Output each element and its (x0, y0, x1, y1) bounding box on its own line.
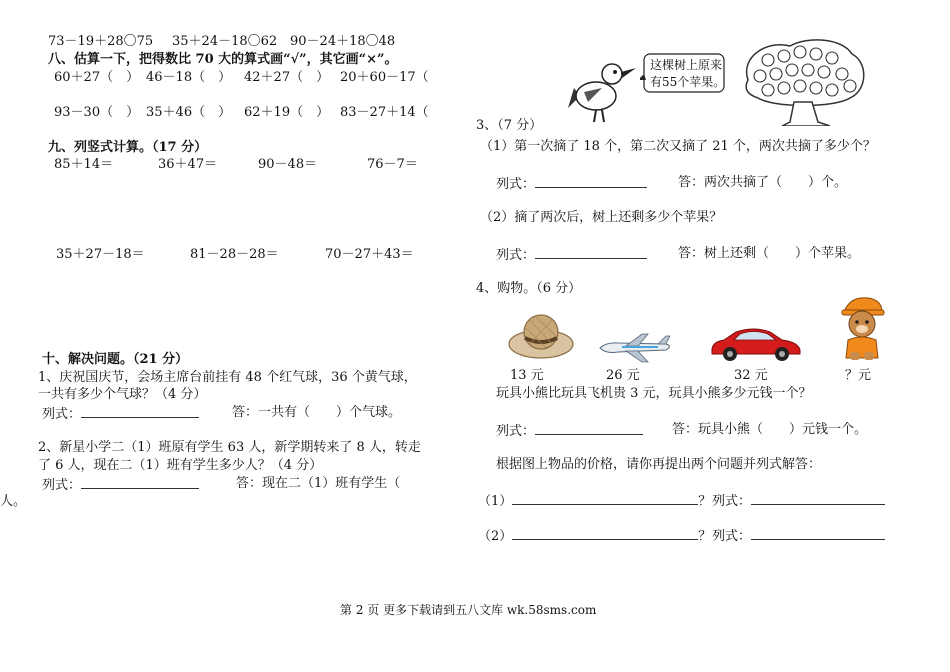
q4-question: 玩具小熊比玩具飞机贵 3 元，玩具小熊多少元钱一个？ (496, 386, 812, 401)
extra-question-2: （2） ？ (478, 529, 712, 544)
speech-line1: 这棵树上原来 (650, 58, 723, 72)
sec9-row2-item: 70－27＋43＝ (325, 247, 414, 262)
q2-formula-blank[interactable] (81, 476, 199, 489)
red-car-icon (708, 324, 804, 364)
section-9-title: 九、列竖式计算。（17 分） (48, 140, 208, 155)
q3-part1-text: （1）第一次摘了 18 个，第二次又摘了 21 个，两次共摘了多少个？ (480, 139, 876, 154)
price-car: 32 元 (734, 368, 768, 383)
apple-tree-illustration (738, 36, 870, 126)
sec9-row1-item: 90－48＝ (258, 157, 318, 172)
sec8-row2-item: 35＋46（ ） (146, 105, 232, 120)
q3-part2-formula: 列式： (496, 246, 647, 264)
price-hat: 13 元 (510, 368, 544, 383)
teddy-bear-icon (838, 296, 886, 362)
q1-text-line1: 1、庆祝国庆节，会场主席台前挂有 48 个红气球，36 个黄气球， (38, 370, 417, 385)
extra-question-2-formula: 列式： (712, 527, 885, 545)
sec9-row1-item: 36＋47＝ (158, 157, 218, 172)
sec9-row2-item: 81－28－28＝ (190, 247, 279, 262)
sec8-row2-item: 62＋19（ ） (244, 105, 330, 120)
q3-part2-text: （2）摘了两次后，树上还剩多少个苹果？ (480, 210, 723, 225)
sec9-row1-item: 76－7＝ (367, 157, 418, 172)
airplane-icon (596, 332, 674, 364)
q1-answer: 答：一共有（ ）个气球。 (232, 405, 402, 420)
q3-part1-formula: 列式： (496, 175, 647, 193)
extra-question-1: （1） ？ (478, 494, 712, 509)
sec8-row1-item: 42＋27（ ） (244, 70, 330, 85)
q3-part2-answer: 答：树上还剩（ ）个苹果。 (678, 246, 861, 261)
section-10-title: 十、解决问题。（21 分） (42, 352, 189, 367)
q3-part1-answer: 答：两次共摘了（ ）个。 (678, 175, 848, 190)
q2-text-line2: 了 6 人，现在二（1）班有学生多少人？（4 分） (38, 458, 323, 473)
sec9-row2-item: 35＋27－18＝ (56, 247, 145, 262)
sec8-row1-item: 20＋60－17（ (340, 70, 429, 85)
speech-line2: 有55个苹果。 (650, 75, 726, 89)
extra-question-1-formula-blank[interactable] (751, 492, 885, 505)
section-8-title: 八、估算一下，把得数比 70 大的算式画“√”，其它画“×”。 (48, 52, 398, 67)
sec8-row2-item: 83－27＋14（ (340, 105, 429, 120)
price-airplane: 26 元 (606, 368, 640, 383)
q2-answer: 答：现在二（1）班有学生（ (236, 476, 401, 491)
q3-part2-blank[interactable] (535, 246, 647, 259)
q3-title: 3、（7 分） (476, 118, 543, 133)
q2-answer-tail: 人。 (0, 494, 27, 509)
q4-formula-blank[interactable] (535, 422, 643, 435)
sec8-row1-item: 46－18（ ） (146, 70, 232, 85)
top-row-expr-2: 35＋24－18〇62 (172, 34, 278, 49)
q4-title: 4、购物。（6 分） (476, 281, 582, 296)
crow-illustration (566, 48, 646, 128)
q4-prompt: 根据图上物品的价格，请你再提出两个问题并列式解答： (496, 457, 822, 472)
q3-part1-blank[interactable] (535, 175, 647, 188)
top-row-expr-3: 90－24＋18〇48 (290, 34, 396, 49)
q2-formula-label: 列式： (42, 476, 199, 494)
price-bear: ？元 (845, 368, 872, 383)
extra-question-1-formula: 列式： (712, 492, 885, 510)
sec8-row2-item: 93－30（ ） (54, 105, 140, 120)
top-row-expr-1: 73－19＋28〇75 (48, 34, 154, 49)
q1-text-line2: 一共有多少个气球？（4 分） (38, 387, 207, 402)
extra-question-2-formula-blank[interactable] (751, 527, 885, 540)
straw-hat-icon (506, 308, 576, 362)
sec9-row1-item: 85＋14＝ (54, 157, 114, 172)
q1-formula-blank[interactable] (81, 405, 199, 418)
page-footer: 第 2 页 更多下载请到五八文库 wk.58sms.com (340, 603, 597, 617)
extra-question-2-blank[interactable] (512, 527, 698, 540)
q4-formula: 列式： (496, 422, 643, 440)
sec8-row1-item: 60＋27（ ） (54, 70, 140, 85)
extra-question-1-blank[interactable] (512, 492, 698, 505)
q4-answer: 答：玩具小熊（ ）元钱一个。 (672, 422, 868, 437)
q2-text-line1: 2、新星小学二（1）班原有学生 63 人，新学期转来了 8 人，转走 (38, 440, 421, 455)
q1-formula-label: 列式： (42, 405, 199, 423)
